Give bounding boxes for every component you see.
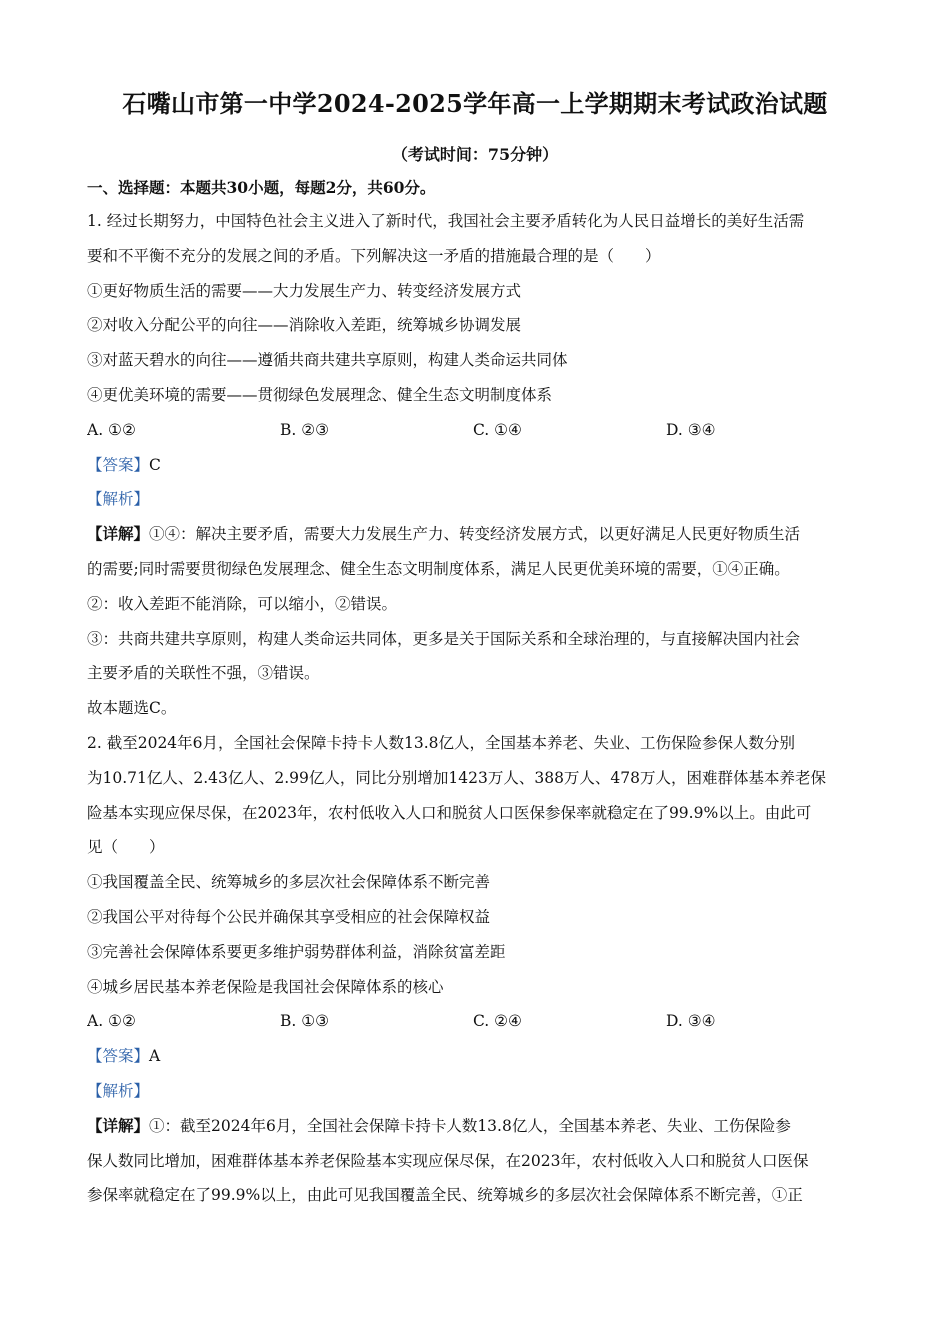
document-body — [87, 172, 867, 1213]
detail-tag: 【详解】 — [87, 524, 150, 544]
answer-tag: 【答案】 — [87, 1047, 150, 1066]
detail-line: 的需要;同时需要贯彻绿色发展理念、健全生态文明制度体系，满足人民更优美环境的需要，①④正确。 — [87, 559, 790, 578]
answer-options — [87, 413, 867, 448]
statement-3: ③完善社会保障体系要更多维护弱势群体利益，消除贫富差距 — [87, 942, 506, 961]
question-1 — [87, 204, 867, 726]
detail-line: ②：收入差距不能消除，可以缩小，②错误。 — [87, 594, 398, 613]
question-stem-line: 见（ ） — [87, 838, 165, 857]
analysis-line — [87, 1074, 867, 1109]
detail-tag: 【详解】 — [87, 1115, 150, 1135]
analysis-tag: 【解析】 — [87, 490, 150, 509]
question-stem-line: 1. 经过长期努力，中国特色社会主义进入了新时代，我国社会主要矛盾转化为人民日益增长的美好生活需 — [87, 212, 805, 230]
statement-4: ④城乡居民基本养老保险是我国社会保障体系的核心 — [87, 977, 444, 996]
answer-tag: 【答案】 — [87, 455, 150, 474]
analysis-tag: 【解析】 — [87, 1081, 150, 1100]
option-b: B. ①③ — [280, 1012, 330, 1031]
section-heading: 一、选择题：本题共30小题，每题2分，共60分。 — [87, 178, 436, 197]
question-stem-line: 为10.71亿人、2.43亿人、2.99亿人，同比分别增加1423万人、388万人、478万人，困难群体基本养老保 — [87, 768, 827, 787]
question-stem-line: 要和不平衡不充分的发展之间的矛盾。下列解决这一矛盾的措施最合理的是（ ） — [87, 246, 661, 265]
answer-line — [87, 1039, 867, 1074]
answer-line — [87, 448, 867, 483]
statement-2: ②我国公平对待每个公民并确保其享受相应的社会保障权益 — [87, 907, 491, 926]
option-c: C. ②④ — [473, 1012, 522, 1031]
detail-line — [87, 1109, 867, 1144]
statement-2: ②对收入分配公平的向往——消除收入差距，统筹城乡协调发展 — [87, 316, 522, 335]
option-b: B. ②③ — [280, 420, 330, 439]
question-2 — [87, 726, 867, 1213]
option-d: D. ③④ — [666, 420, 716, 439]
option-c: C. ①④ — [473, 420, 522, 439]
statement-4: ④更优美环境的需要——贯彻绿色发展理念、健全生态文明制度体系 — [87, 385, 553, 404]
detail-text: ①：截至2024年6月，全国社会保障卡持卡人数13.8亿人，全国基本养老、失业、工伤保险参 — [149, 1116, 791, 1135]
statement-1: ①我国覆盖全民、统筹城乡的多层次社会保障体系不断完善 — [87, 873, 491, 892]
detail-text: ①④：解决主要矛盾，需要大力发展生产力、转变经济发展方式，以更好满足人民更好物质生活 — [149, 525, 801, 544]
question-stem-line: 2. 截至2024年6月，全国社会保障卡持卡人数13.8亿人，全国基本养老、失业、工伤保险参保人数分别 — [87, 733, 796, 752]
answer-value: A — [149, 1047, 161, 1066]
detail-line — [87, 517, 867, 552]
detail-line: 故本题选C。 — [87, 699, 177, 718]
detail-line: 保人数同比增加，困难群体基本养老保险基本实现应保尽保，在2023年，农村低收入人口和脱贫人口医保 — [87, 1151, 809, 1170]
statement-1: ①更好物质生活的需要——大力发展生产力、转变经济发展方式 — [87, 281, 522, 300]
statement-3: ③对蓝天碧水的向往——遵循共商共建共享原则，构建人类命运共同体 — [87, 351, 568, 370]
exam-duration: （考试时间：75分钟） — [391, 145, 559, 164]
question-stem-line: 险基本实现应保尽保，在2023年，农村低收入人口和脱贫人口医保参保率就稳定在了99.9%以上。由此可 — [87, 803, 812, 822]
answer-value: C — [149, 455, 161, 474]
option-a: A. ①② — [87, 1012, 136, 1031]
answer-options — [87, 1004, 867, 1039]
detail-line: 主要矛盾的关联性不强，③错误。 — [87, 664, 320, 683]
page-title: 石嘴山市第一中学2024-2025学年高一上学期期末考试政治试题 — [122, 89, 828, 118]
detail-line: ③：共商共建共享原则，构建人类命运共同体，更多是关于国际关系和全球治理的，与直接解决国内社会 — [87, 629, 801, 648]
option-a: A. ①② — [87, 420, 136, 439]
option-d: D. ③④ — [666, 1012, 716, 1031]
detail-line: 参保率就稳定在了99.9%以上，由此可见我国覆盖全民、统筹城乡的多层次社会保障体系不断完善，①正 — [87, 1186, 803, 1205]
analysis-line — [87, 482, 867, 517]
